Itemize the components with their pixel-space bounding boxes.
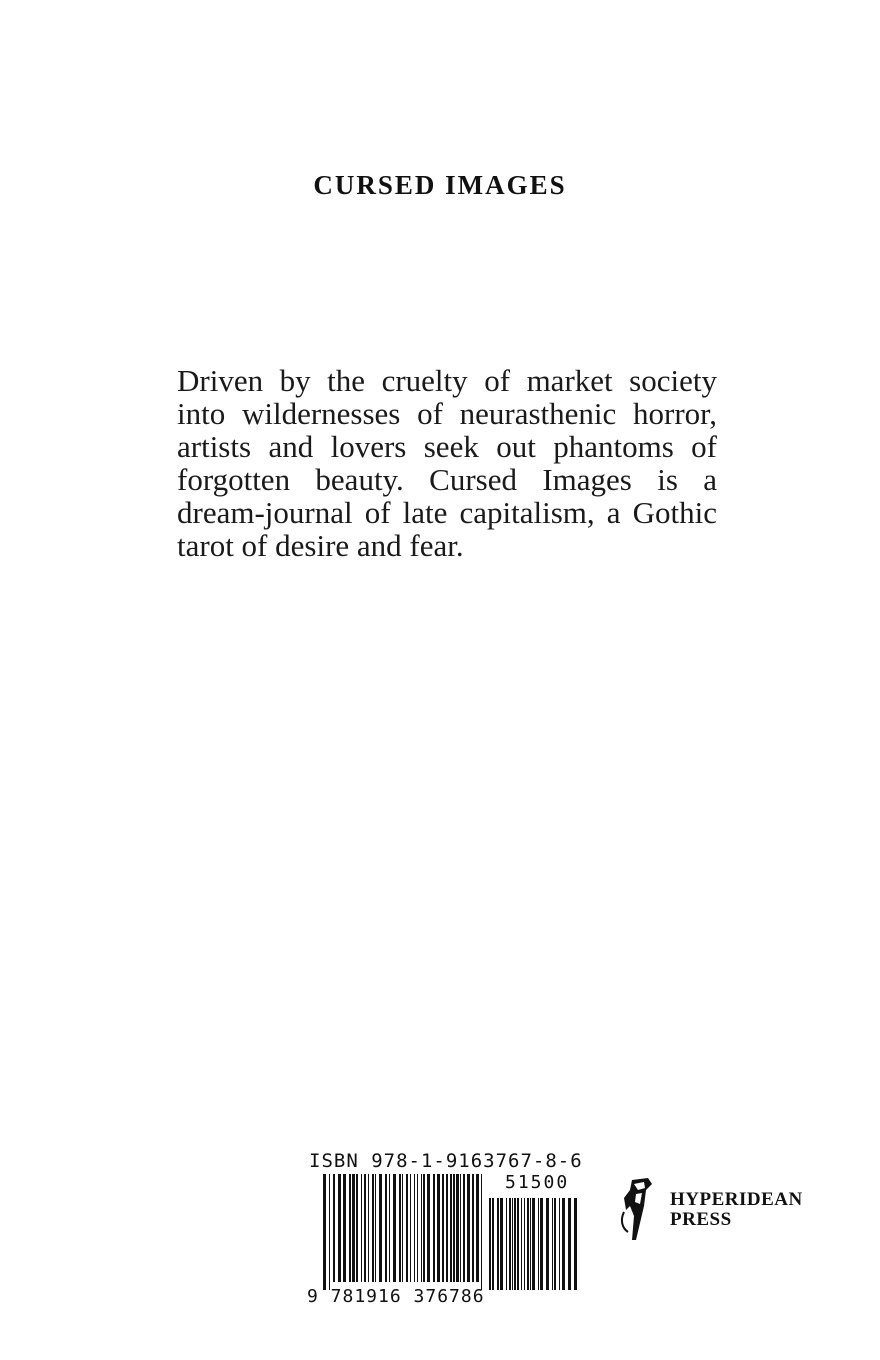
barcode-bars bbox=[305, 1172, 590, 1292]
barcode-bar bbox=[402, 1174, 403, 1282]
ean-digits: 9 781916 376786 bbox=[307, 1286, 485, 1307]
barcode-bar bbox=[393, 1174, 396, 1282]
barcode-bar bbox=[343, 1174, 346, 1282]
barcode-bar bbox=[574, 1198, 577, 1290]
barcode-bar bbox=[514, 1198, 516, 1290]
barcode-bar bbox=[433, 1174, 435, 1282]
barcode-bar bbox=[421, 1174, 422, 1282]
barcode-bar bbox=[450, 1174, 452, 1282]
barcode-bar bbox=[423, 1174, 425, 1282]
isbn-label: ISBN 978-1-9163767-8-6 bbox=[309, 1150, 583, 1172]
barcode-bar bbox=[492, 1198, 494, 1290]
barcode-bar bbox=[538, 1198, 539, 1290]
barcode-bar bbox=[509, 1198, 511, 1290]
barcode-bar bbox=[427, 1174, 430, 1282]
publisher-name bbox=[670, 1190, 803, 1230]
barcode-bar bbox=[329, 1174, 330, 1290]
barcode-bar bbox=[506, 1198, 507, 1290]
barcode-bar bbox=[338, 1174, 341, 1282]
barcode-bar bbox=[456, 1174, 459, 1282]
barcode-bar bbox=[497, 1198, 499, 1290]
barcode-bar bbox=[352, 1174, 355, 1282]
barcode-bar bbox=[349, 1174, 351, 1282]
barcode-bar bbox=[410, 1174, 411, 1282]
barcode-bar bbox=[446, 1174, 448, 1282]
barcode-bar bbox=[333, 1174, 335, 1282]
barcode-bar bbox=[546, 1198, 549, 1290]
price-code: 51500 bbox=[505, 1172, 570, 1193]
barcode-bar bbox=[559, 1198, 560, 1290]
barcode-bar bbox=[554, 1198, 556, 1290]
hyperidean-press-logo-icon bbox=[618, 1176, 662, 1244]
barcode-bar bbox=[489, 1198, 491, 1290]
barcode-bar bbox=[460, 1174, 461, 1282]
barcode-bar bbox=[375, 1174, 376, 1282]
barcode-bar bbox=[476, 1174, 479, 1282]
barcode-bar bbox=[385, 1174, 387, 1282]
barcode-bar bbox=[521, 1198, 522, 1290]
barcode-bar bbox=[442, 1174, 444, 1282]
barcode-bar bbox=[512, 1198, 513, 1290]
barcode-bar bbox=[481, 1174, 482, 1290]
barcode-bar bbox=[356, 1174, 358, 1282]
barcode-bar bbox=[372, 1174, 374, 1282]
barcode-bar bbox=[406, 1174, 408, 1282]
barcode-bar bbox=[437, 1174, 440, 1282]
barcode-bar bbox=[517, 1198, 519, 1290]
barcode-bar bbox=[532, 1198, 535, 1290]
barcode-bar bbox=[568, 1198, 571, 1290]
publisher-name-line1: HYPERIDEAN bbox=[670, 1189, 803, 1210]
barcode-bar bbox=[399, 1174, 401, 1282]
barcode-bar bbox=[552, 1198, 553, 1290]
barcode-bar bbox=[472, 1174, 474, 1282]
book-title: CURSED IMAGES bbox=[313, 170, 567, 200]
publisher-mark bbox=[618, 1176, 838, 1248]
barcode-bar bbox=[463, 1174, 465, 1282]
barcode-bar bbox=[524, 1198, 525, 1290]
barcode-bar bbox=[361, 1174, 362, 1282]
barcode-bar bbox=[500, 1198, 503, 1290]
barcode-bar bbox=[530, 1198, 531, 1290]
barcode-bar bbox=[389, 1174, 390, 1282]
barcode-bar bbox=[540, 1198, 543, 1290]
barcode-bar bbox=[467, 1174, 470, 1282]
barcode-bar bbox=[414, 1174, 415, 1282]
barcode-bar bbox=[453, 1174, 455, 1282]
isbn-barcode bbox=[305, 1150, 590, 1310]
barcode-bar bbox=[368, 1174, 369, 1282]
publisher-name-line2: PRESS bbox=[670, 1209, 732, 1230]
back-cover-blurb: Driven by the cruelty of market society into wildernesses of neurasthenic horror, artists and lovers seek out phantoms of forgotten beauty. Cursed Images is a dream-journal of late capitalism, a Gothic tarot of desire and fear. bbox=[177, 363, 717, 563]
barcode-bar bbox=[417, 1174, 418, 1282]
barcode-bar bbox=[562, 1198, 565, 1290]
barcode-bar bbox=[527, 1198, 529, 1290]
barcode-bar bbox=[323, 1174, 326, 1290]
barcode-bar bbox=[379, 1174, 382, 1282]
barcode-bar bbox=[364, 1174, 366, 1282]
